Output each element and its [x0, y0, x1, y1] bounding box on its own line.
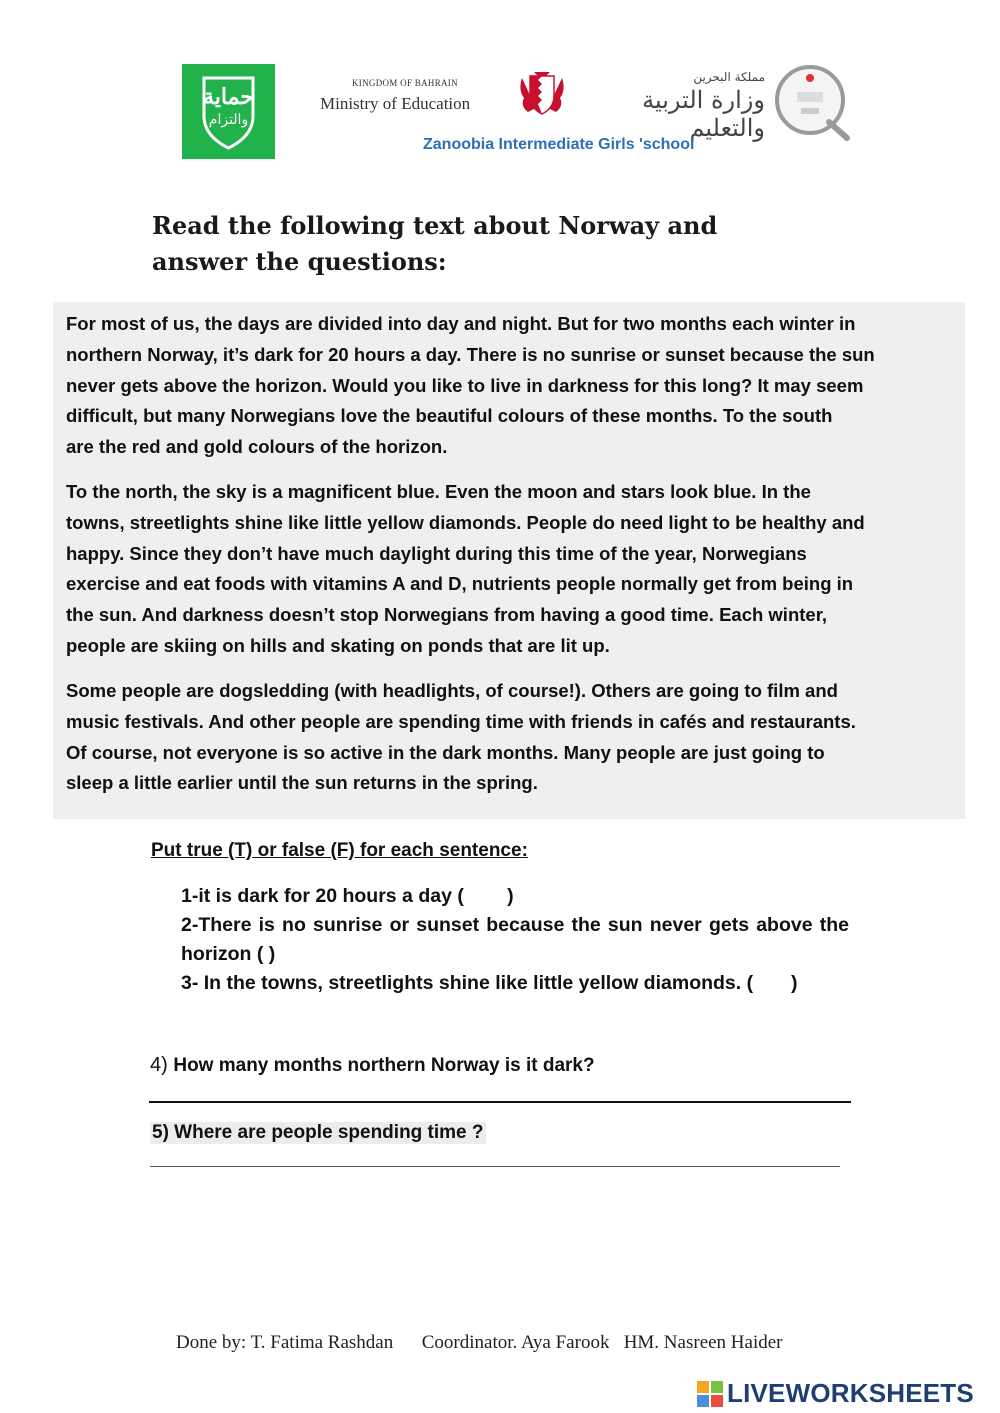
passage-line: Of course, not everyone is so active in the dark months. Many people are just going to — [66, 741, 825, 763]
arabic-line1: مملكة البحرين — [693, 70, 765, 84]
passage-line: exercise and eat foods with vitamins A and D, nutrients people normally get from being in — [66, 573, 854, 595]
passage-line: Some people are dogsledding (with headlights, of course!). Others are going to film and — [66, 680, 838, 701]
passage-line: are the red and gold colours of the horizon. — [66, 436, 448, 458]
passage-line: northern Norway, it’s dark for 20 hours a day. There is no sunrise or sunset because the sun — [66, 343, 875, 365]
true-false-item-2[interactable]: 2-There is no sunrise or sunset because the sun never gets above the horizon ( ) — [181, 914, 849, 965]
instructions: Put true (T) or false (F) for each sentence: — [151, 840, 528, 861]
question-4 — [150, 1054, 595, 1077]
reading-passage — [53, 302, 965, 819]
kingdom-label: KINGDOM OF BAHRAIN — [352, 78, 458, 88]
passage-line: the sun. And darkness doesn’t stop Norwegians from having a good time. Each winter, — [66, 604, 828, 626]
arabic-ministry — [585, 70, 765, 142]
quality-q-logo-icon — [773, 62, 851, 142]
credits-footer: Done by: T. Fatima Rashdan Coordinator. Aya Farook HM. Nasreen Haider — [176, 1332, 783, 1353]
passage-line: never gets above the horizon. Would you like to live in darkness for this long? It may seem — [66, 374, 864, 396]
paragraph-3 — [66, 676, 961, 799]
true-false-item-3[interactable]: 3- In the towns, streetlights shine like little yellow diamonds. ( ) — [181, 972, 798, 994]
passage-line: For most of us, the days are divided into day and night. But for two months each winter in — [66, 313, 856, 334]
true-false-item-1[interactable]: 1-it is dark for 20 hours a day ( ) — [181, 885, 514, 907]
passage-line: To the north, the sky is a magnificent blue. Even the moon and stars look blue. In the — [66, 481, 811, 502]
bahrain-emblem-icon — [516, 68, 568, 120]
page-title — [152, 208, 772, 280]
passage-line: people are skiing on hills and skating on ponds that are lit up. — [66, 634, 610, 656]
logo-text-line1: حماية — [203, 84, 254, 109]
protection-logo — [182, 64, 275, 159]
arabic-line2: وزارة التربية والتعليم — [642, 86, 765, 142]
watermark-text: LIVEWORKSHEETS — [727, 1378, 974, 1408]
logo-text-line2: والتزام — [208, 111, 249, 127]
paragraph-2 — [66, 477, 961, 662]
ministry-label: Ministry of Education — [320, 94, 471, 113]
passage-line: happy. Since they don’t have much daylight during this time of the year, Norwegians — [66, 542, 807, 564]
title-line1: Read the following text about Norway and — [152, 211, 718, 240]
passage-line: difficult, but many Norwegians love the beautiful colours of these months. To the south — [66, 405, 833, 427]
paragraph-1 — [66, 309, 961, 463]
liveworksheets-icon — [697, 1381, 723, 1407]
passage-line: music festivals. And other people are spending time with friends in cafés and restaurants. — [66, 710, 856, 732]
question-4-text: How many months northern Norway is it dark? — [173, 1055, 595, 1076]
school-name: Zanoobia Intermediate Girls 'school — [423, 136, 695, 153]
title-line2: answer the questions: — [152, 247, 447, 276]
passage-line: towns, streetlights shine like little yellow diamonds. People do need light to be healthy and — [66, 511, 865, 533]
answer-line-5[interactable] — [150, 1166, 840, 1168]
question-4-number: 4) — [150, 1054, 168, 1076]
passage-line: sleep a little earlier until the sun returns in the spring. — [66, 772, 538, 794]
question-5: 5) Where are people spending time ? — [152, 1122, 484, 1143]
answer-line-4[interactable] — [149, 1101, 851, 1103]
